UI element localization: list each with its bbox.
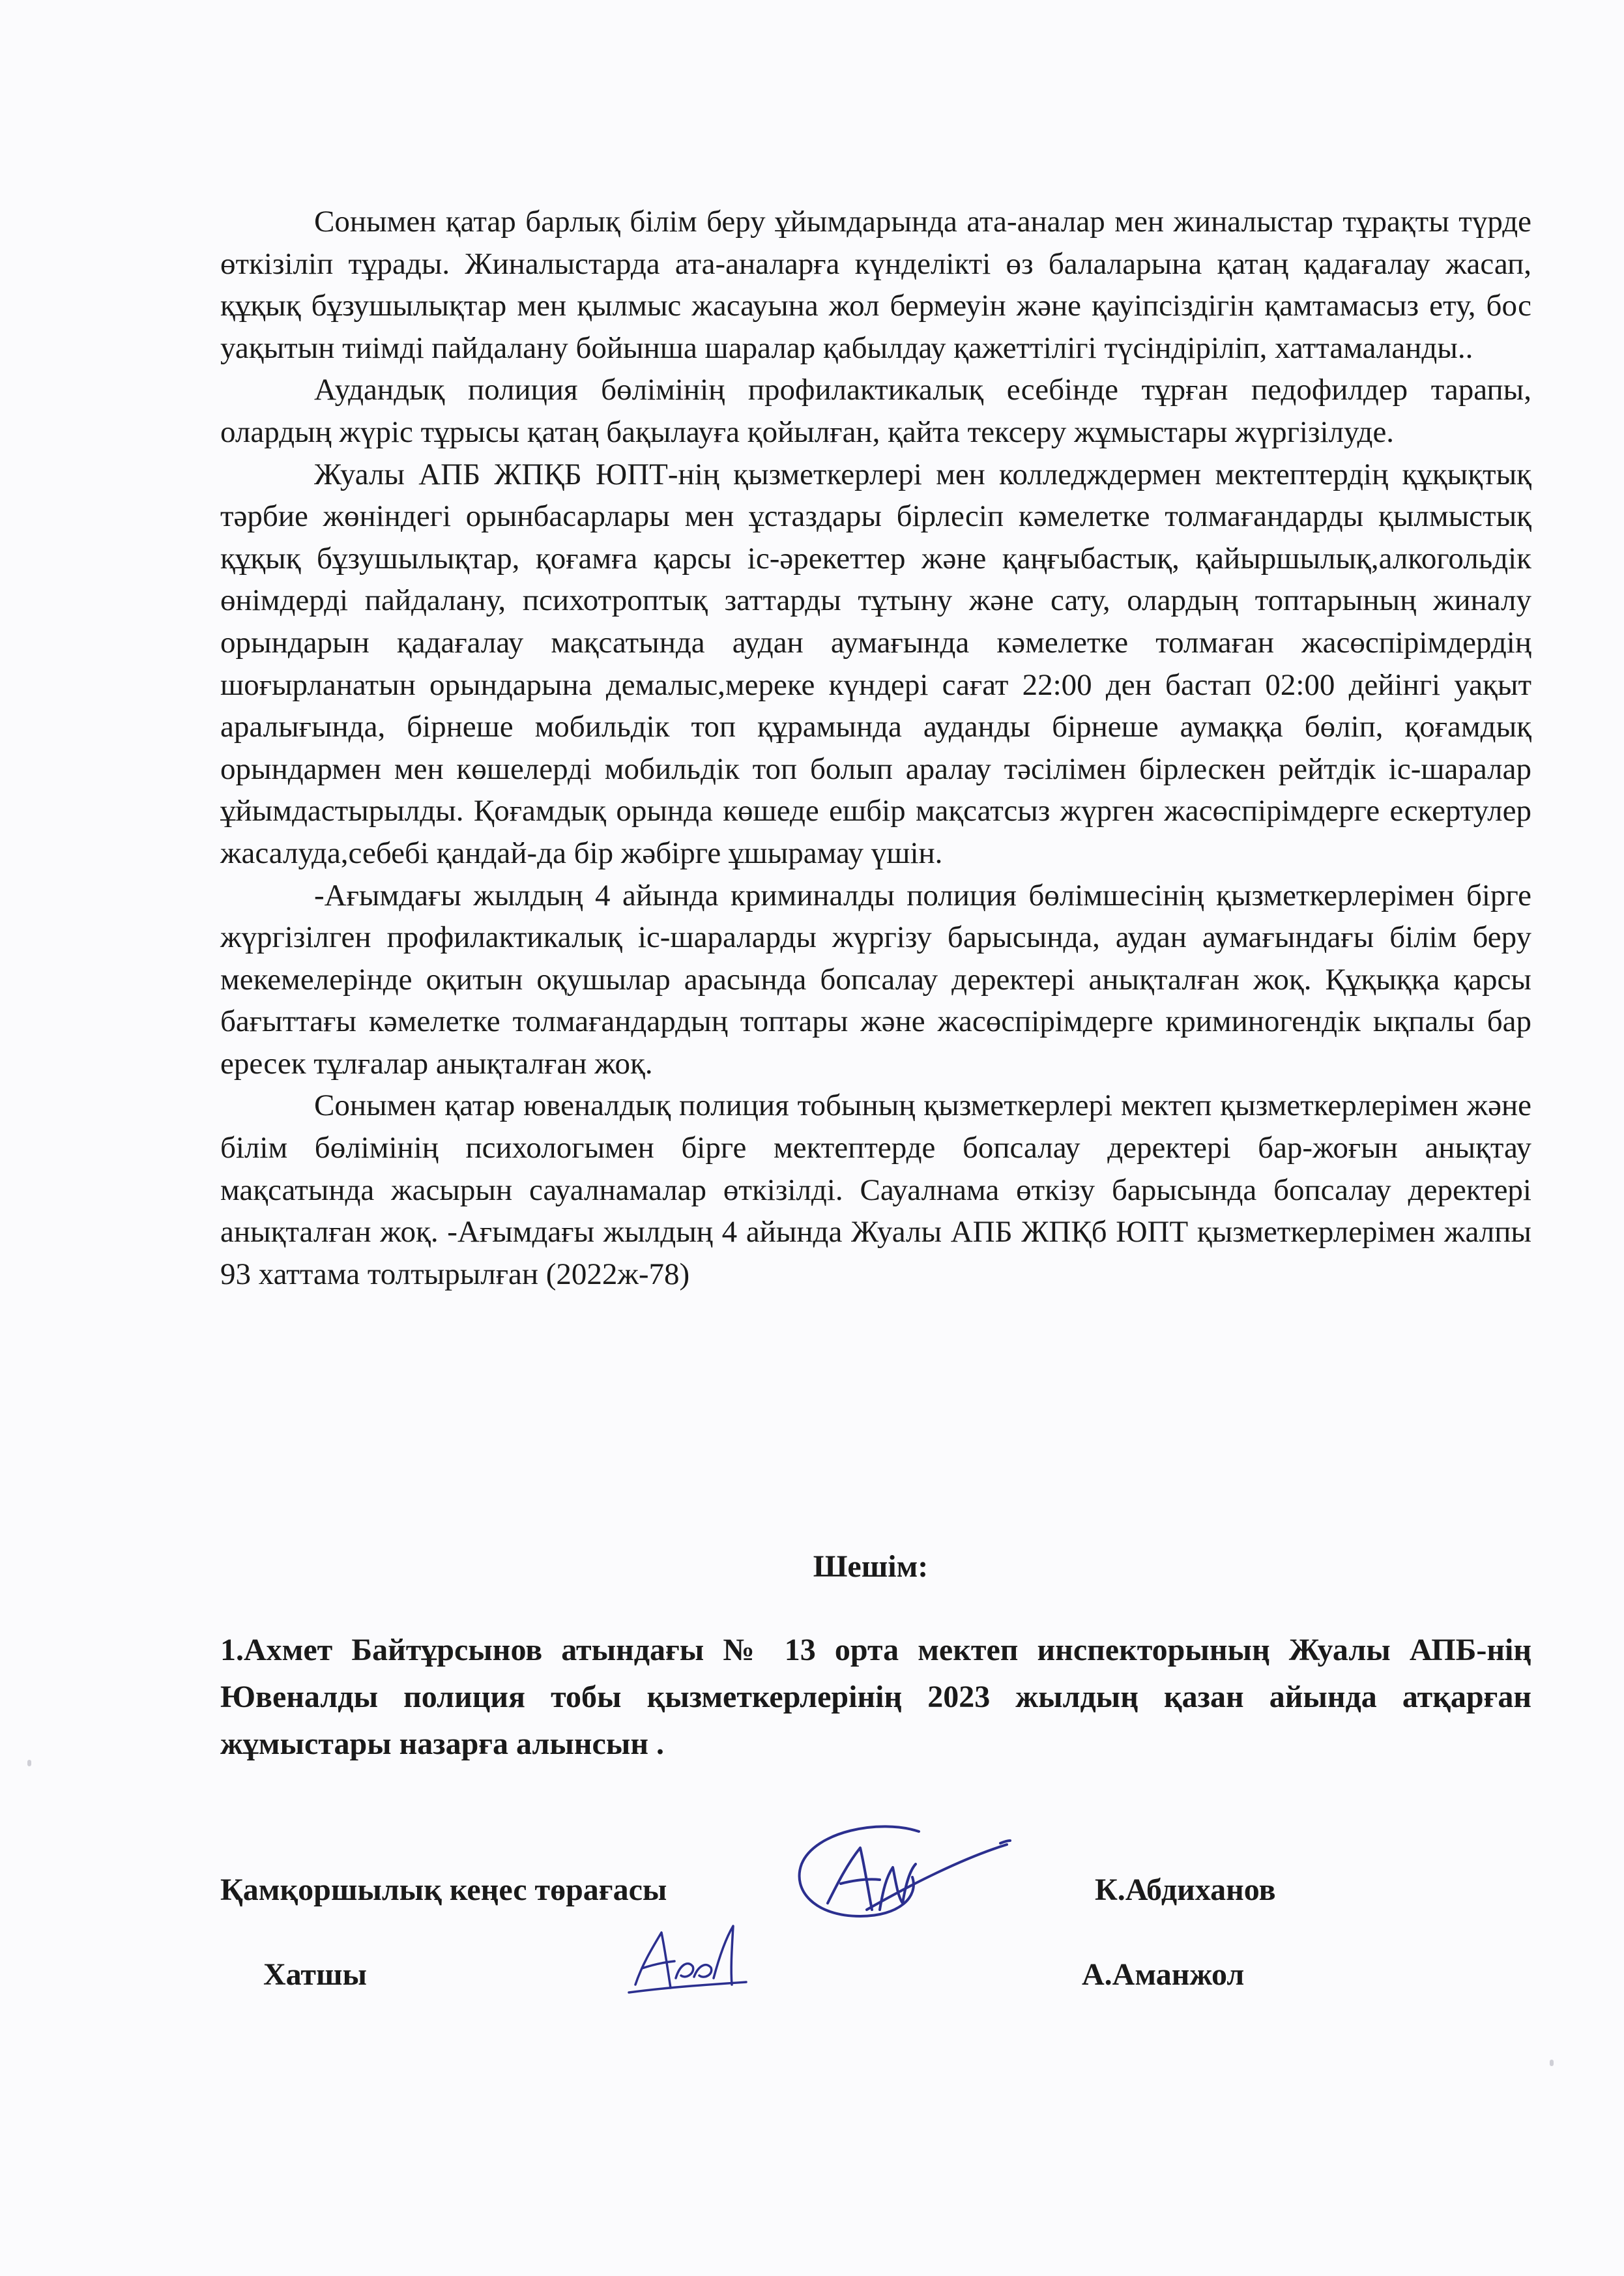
chair-title: Қамқоршылық кеңес төрағасы [220, 1873, 667, 1907]
chair-name: К.Абдиханов [1095, 1873, 1276, 1907]
secretary-title: Хатшы [263, 1957, 367, 1992]
report-body [220, 201, 1531, 1295]
secretary-signature [622, 1919, 753, 2004]
paragraph-surveys: Сонымен қатар ювеналдық полиция тобының қызметкерлері мектеп қызметкерлерімен және білім бөлімінің психологымен бірге мектептерде бопсалау деректері бар-жоғын анықтау мақсатында жасырын сауалнамалар өткізілді. Сауалнама өткізу барысында бопсалау деректері анықталған жоқ. -Ағымдағы жылдың 4 айында Жуалы АПБ ЖПҚб ЮПТ қызметкерлерімен жалпы 93 хаттама толтырылған (2022ж-78) [220, 1088, 1531, 1291]
decision-item: 1.Ахмет Байтұрсынов атындағы № 13 орта мектеп инспекторының Жуалы АПБ-нің Ювеналды полиция тобы қызметкерлерінің 2023 жылдың қазан айында атқарған жұмыстары назарға алынсын . [220, 1633, 1531, 1761]
paper-speck [1550, 2060, 1554, 2066]
paragraph-pedophile-control: Аудандық полиция бөлімінің профилактикалық есебінде тұрған педофилдер тарапы, олардың жүріс тұрысы қатаң бақылауға қойылған, қайта тексеру жұмыстары жүргізілуде. [220, 373, 1531, 449]
secretary-name: А.Аманжол [1082, 1957, 1245, 1992]
paragraph-joint-raids: Жуалы АПБ ЖПҚБ ЮПТ-нің қызметкерлері мен колледждермен мектептердің құқықтық тәрбие жөніндегі орынбасарлары мен ұстаздары бірлесіп кәмелетке толмағандарды қылмыстық құқық бұзушылықтар, қоғамға қарсы іс-әрекеттер және қаңғыбастық, қайыршылық,алкогольдік өнімдерді пайдалану, психотроптық заттарды тұтыну және сату, олардың топтарының жиналу орындарын қадағалау мақсатында аудан аумағында кәмелетке толмаған жасөспірімдердің шоғырланатын орындарына демалыс,мереке күндері сағат 22:00 ден бастап 02:00 дейінгі уақыт аралығында, бірнеше мобильдік топ құрамында ауданды бірнеше аумаққа бөліп, қоғамдық орындармен мен көшелерді мобильдік топ болып аралау тәсілімен бірлескен рейтдік іс-шаралар ұйымдастырылды. Қоғамдық орында көшеде ешбір мақсатсыз жүрген жасөспірімдерге ескертулер жасалуда,себебі қандай-да бір жәбірге ұшырамау үшін. [220, 457, 1531, 870]
chair-signature [789, 1812, 1023, 1942]
paragraph-extortion-check: -Ағымдағы жылдың 4 айында криминалды полиция бөлімшесінің қызметкерлерімен бірге жүргізілген профилактикалық іс-шараларды жүргізу барысында, аудан аумағындағы білім беру мекемелерінде оқитын оқушылар арасында бопсалау деректері анықталған жоқ. Құқыққа қарсы бағыттағы кәмелетке толмағандардың топтары және жасөспірімдерге криминогендік ықпалы бар ересек тұлғалар анықталған жоқ. [220, 878, 1531, 1081]
decision-heading: Шешім: [813, 1549, 929, 1584]
paragraph-parent-meetings: Сонымен қатар барлық білім беру ұйымдарында ата-аналар мен жиналыстар тұрақты түрде өткізіліп тұрады. Жиналыстарда ата-аналарға күнделікті өз балаларына қатаң қадағалау жасап, құқық бұзушылықтар мен қылмыс жасауына жол бермеуін және қауіпсіздігін қамтамасыз ету, бос уақытын тиімді пайдалану бойынша шаралар қабылдау қажеттілігі түсіндіріліп, хаттамаланды.. [220, 205, 1531, 365]
paper-speck [27, 1760, 31, 1766]
